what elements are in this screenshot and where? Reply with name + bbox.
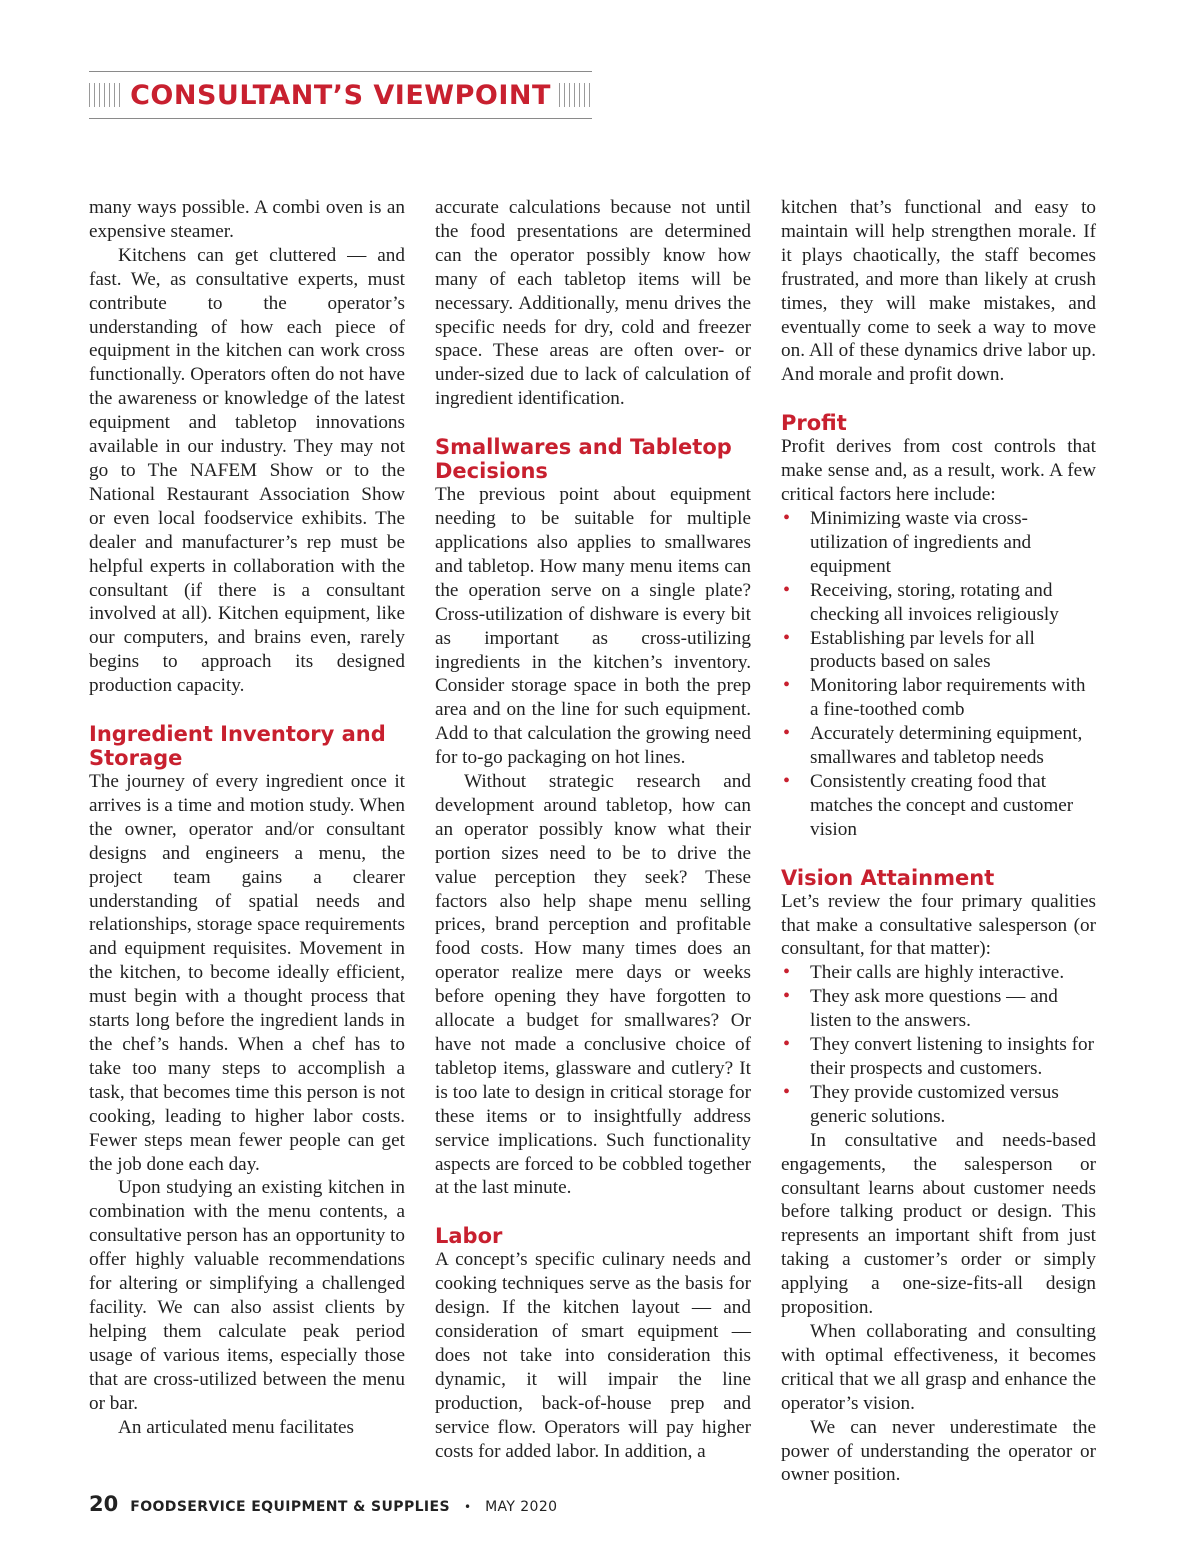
header-right-rule-decoration <box>559 83 592 107</box>
paragraph: kitchen that’s functional and easy to maintain will help strengthen morale. If it plays chaotically, the staff becomes frustrated, and more than likely at crush times, they will make mistakes, and eventually come to seek a way to move on. All of these dynamics drive labor up. And morale and profit down. <box>781 197 1096 386</box>
list-item: • They provide customized versus generic solutions. <box>781 1081 1096 1129</box>
list-item: • Their calls are highly interactive. <box>781 961 1096 985</box>
paragraph: many ways possible. A combi oven is an expensive steamer. <box>89 197 405 242</box>
paragraph: An articulated menu facilitates <box>118 1416 355 1438</box>
list-item: • Consistently creating food that matches the concept and customer vision <box>781 770 1096 842</box>
list-item: • They convert listening to insights for their prospects and customers. <box>781 1033 1096 1081</box>
paragraph: When collaborating and consulting with optimal effectiveness, it becomes critical that we all grasp and enhance the operator’s vision. <box>781 1320 1096 1414</box>
subheading-ingredient-inventory: Ingredient Inventory and Storage <box>89 722 386 771</box>
consultant-qualities-list <box>781 961 1096 1128</box>
paragraph: We can never underestimate the power of understanding the operator or owner position. <box>781 1416 1096 1486</box>
column-1 <box>89 196 405 1439</box>
page-footer <box>89 1492 557 1516</box>
paragraph: Upon studying an existing kitchen in combination with the menu contents, a consultative person has an opportunity to offer highly valuable recommendations for altering or simplifying a challenged facility. We can also assist clients by helping them calculate peak period usage of various items, especially those that are cross-utilized between the menu or bar. <box>89 1177 406 1414</box>
subheading-labor: Labor <box>435 1224 503 1249</box>
paragraph: Let’s review the four primary qualities that make a consultative salesperson (or consultant, for that matter): <box>781 890 1096 960</box>
footer-separator: • <box>463 1500 472 1514</box>
paragraph: Kitchens can get cluttered — and fast. We, as consultative experts, must contribute to the operator’s understanding of how each piece of equipment in the kitchen can work cross functionally. Operators often do not have the awareness or knowledge of the latest equipment and tabletop innovations available in our industry. They may not go to The NAFEM Show or to the National Restaurant Association Show or even local foodservice exhibits. The dealer and manufacturer’s rep must be helpful experts in collaboration with the consultant (if there is a consultant involved at all). Kitchen equipment, like our computers, and brains even, rarely begins to approach its designed production capacity. <box>89 244 405 697</box>
paragraph: A concept’s specific culinary needs and cooking techniques serve as the basis for design. If the kitchen layout — and consideration of smart equipment — does not take into consideration this dynamic, it will impair the line production, back-of-house prep and service flow. Operators will pay higher costs for added labor. In addition, a <box>435 1249 751 1462</box>
subheading-smallwares-tabletop: Smallwares and Tabletop Decisions <box>435 435 732 484</box>
list-item: • They ask more questions — and listen to the answers. <box>781 985 1096 1033</box>
column-2 <box>435 196 751 1464</box>
list-item: • Minimizing waste via cross-utilization of ingredients and equipment <box>781 507 1096 579</box>
paragraph: accurate calculations because not until the food presentations are determined can the operator possibly know how many of each tabletop items will be necessary. Additionally, menu drives the specific needs for dry, cold and freezer space. These areas are often over- or under-sized due to lack of calculation of ingredient identification. <box>435 197 751 410</box>
publication-name: FOODSERVICE EQUIPMENT & SUPPLIES <box>130 1499 450 1515</box>
section-title: CONSULTANT’S VIEWPOINT <box>130 79 551 111</box>
list-item: • Monitoring labor requirements with a fine-toothed comb <box>781 674 1096 722</box>
paragraph: Profit derives from cost controls that make sense and, as a result, work. A few critical factors here include: <box>781 436 1096 506</box>
paragraph: Without strategic research and development around tabletop, how can an operator possibly know what their portion sizes need to be to drive the value perception they seek? These factors also help shape menu selling prices, brand perception and profitable food costs. How many times does an operator realize mere days or weeks before opening they have forgotten to allocate a budget for smallwares? Or have not made a conclusive choice of tabletop items, glassware and cutlery? It is too late to design in critical storage for these items or to insightfully address service implications. Such functionality aspects are forced to be cobbled together at the last minute. <box>435 771 751 1199</box>
list-item: • Accurately determining equipment, smallwares and tabletop needs <box>781 722 1096 770</box>
paragraph: In consultative and needs-based engagements, the salesperson or consultant learns about customer needs before talking product or design. This represents an important shift from just taking a customer’s order or simply applying a one-size-fits-all design proposition. <box>781 1129 1096 1319</box>
issue-date: MAY 2020 <box>485 1499 558 1515</box>
paragraph: The previous point about equipment needing to be suitable for multiple applications also applies to smallwares and tabletop. How many menu items can the operation serve on a single plate? Cross-utilization of dishware is every bit as important as cross-utilizing ingredients in the kitchen’s inventory. Consider storage space in both the prep area and on the line for such equipment. Add to that calculation the growing need for to-go packaging on hot lines. <box>435 484 751 769</box>
page-number: 20 <box>89 1492 119 1516</box>
column-3 <box>781 196 1096 1487</box>
subheading-vision-attainment: Vision Attainment <box>781 865 995 890</box>
list-item: • Receiving, storing, rotating and checking all invoices religiously <box>781 579 1096 627</box>
header-left-rule-decoration <box>89 83 122 107</box>
list-item: • Establishing par levels for all products based on sales <box>781 627 1096 675</box>
subheading-profit: Profit <box>781 411 847 436</box>
section-header <box>89 71 592 119</box>
paragraph: The journey of every ingredient once it arrives is a time and motion study. When the owner, operator and/or consultant designs and engineers a menu, the project team gains a clearer understanding of spatial needs and relationships, storage space requirements and equipment requisites. Movement in the kitchen, to become ideally efficient, must begin with a thought process that starts long before the ingredient lands in the chef’s hands. When a chef has to take too many steps to accomplish a task, that becomes time this person is not cooking, leading to higher labor costs. Fewer steps mean fewer people can get the job done each day. <box>89 771 405 1175</box>
profit-factors-list <box>781 507 1096 842</box>
